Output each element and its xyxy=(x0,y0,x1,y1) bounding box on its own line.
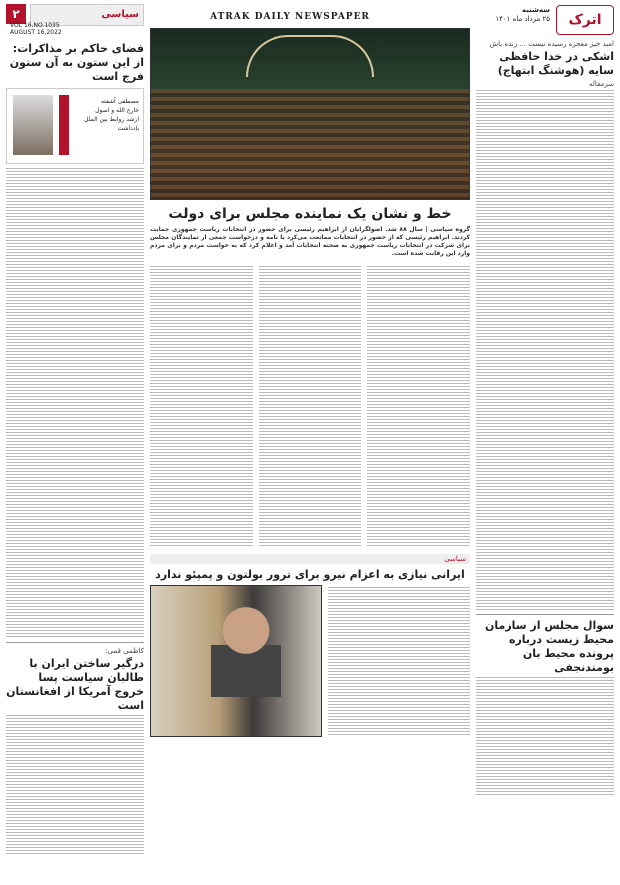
second-article-text xyxy=(328,585,470,739)
brand xyxy=(558,3,614,35)
lead-paragraph: گروه سیاسی | سال ۸۸ شد. اصولگرایان از ابراهیم رئیسی برای حضور در انتخابات ریاست جمهوری حمایت کردند. ابراهیم رئیسی که از حضور در انتخابات ممانعت می‌کرد با نامه و درخواست جمعی از نمایندگان مجلس برای شرکت در انتخابات ریاست جمهوری به صحنه انتخابات آمد و اعلام کرد که به خواست مردم و برای مردم وارد این رقابت شده است. xyxy=(150,226,470,257)
section-label: سیاسی xyxy=(30,4,144,26)
weekday: سه‌شنبه xyxy=(522,6,550,14)
right-top-kicker: امید خیز معجزه رسیده نیست ... زنده باش xyxy=(489,40,614,48)
main-headline: خط و نشان یک نماینده مجلس برای دولت xyxy=(168,206,452,222)
photo-arch xyxy=(246,35,373,77)
page-badge xyxy=(6,4,144,36)
author-name: مصطفی آشفته xyxy=(100,98,139,105)
article-body-text xyxy=(476,90,614,610)
author-box xyxy=(6,88,144,164)
note-tag-label: یادداشت xyxy=(117,125,139,132)
photo-seat-rows xyxy=(151,89,469,199)
article-body-text xyxy=(150,266,253,546)
second-article xyxy=(150,585,470,739)
author-role: خارج الله و اصول xyxy=(95,107,139,114)
date: ۲۵ مرداد ماه ۱۴۰۱ xyxy=(495,15,550,23)
divider xyxy=(476,614,614,615)
second-headline: ایرانی نیازی به اعزام نیرو برای ترور بولتون و پمپئو ندارد xyxy=(155,568,465,581)
left-column xyxy=(6,40,144,879)
right-bottom-headline: سوال مجلس از سازمان محیط زیست درباره پرونده محیط بان بومندنجفی xyxy=(484,619,614,674)
brand-logo: اترک xyxy=(556,5,614,35)
article-body-text xyxy=(476,677,614,797)
article-body-text xyxy=(6,715,144,855)
left-top-headline: فضای حاکم بر مذاکرات: از این ستون به آن ستون فرج است xyxy=(9,42,144,83)
author-info xyxy=(84,97,139,133)
volume-line: VOL 16,NO.1035 xyxy=(10,22,60,29)
newspaper-title: ATRAK DAILY NEWSPAPER xyxy=(210,12,370,22)
article-body-text xyxy=(6,168,144,638)
politician-photo xyxy=(150,585,322,737)
divider xyxy=(6,642,144,643)
section-strip: سیاسی xyxy=(150,554,470,564)
page-number: ۲ xyxy=(6,4,26,24)
editorial-tag: سرمقاله xyxy=(588,80,614,88)
photo-subject xyxy=(211,598,281,728)
author-portrait xyxy=(13,95,53,155)
date-block xyxy=(495,6,550,24)
center-column xyxy=(150,28,470,879)
left-bottom-kicker: کاظمی قمی: xyxy=(105,647,144,655)
note-tag xyxy=(59,95,69,155)
body-columns xyxy=(150,264,470,548)
right-column xyxy=(476,40,614,879)
parliament-photo xyxy=(150,28,470,200)
left-bottom-headline: درگیر ساختن ایران با طالبان سیاست پسا خروج آمریکا از افغانستان است xyxy=(6,657,144,712)
author-role: ارشد روابط بین الملل xyxy=(84,116,139,123)
article-body-text xyxy=(367,266,470,546)
right-top-headline: اشکی در خدا حافظی سایه (هوشنگ ابتهاج) xyxy=(497,50,614,77)
volume-info xyxy=(10,22,62,36)
article-body-text xyxy=(328,587,470,737)
issue-date-line: AUGUST 16,2022 xyxy=(10,29,62,36)
article-body-text xyxy=(259,266,362,546)
